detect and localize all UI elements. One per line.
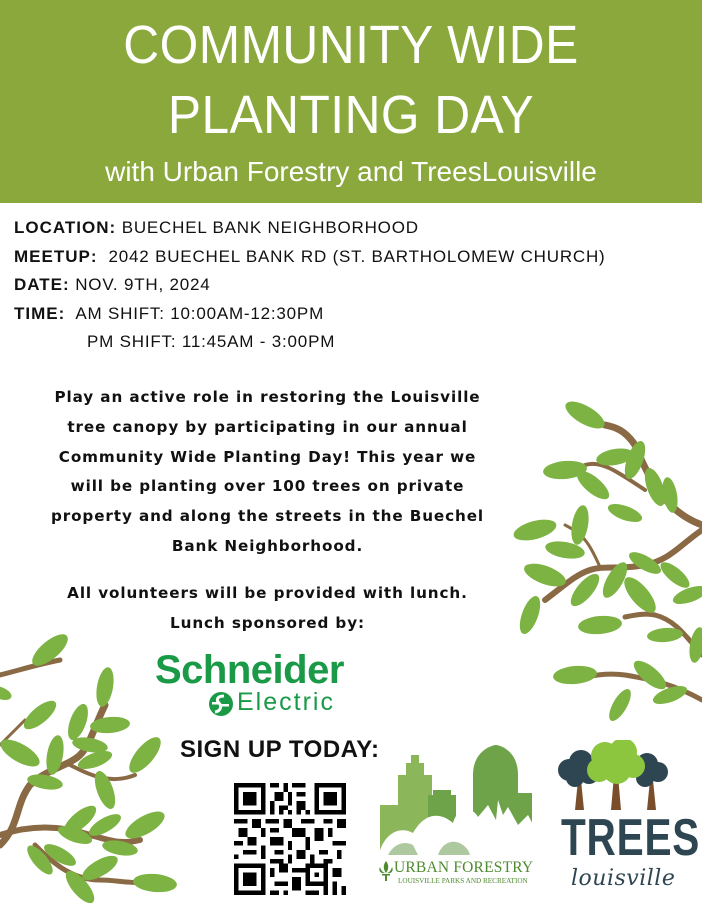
time-label: TIME: [14, 303, 66, 323]
signup-heading: SIGN UP TODAY: [180, 736, 380, 763]
description-line: tree canopy by participating in our annual [67, 417, 468, 436]
location-row [14, 214, 606, 243]
trees-louisville-logo [555, 740, 701, 900]
city-skyline-icon [378, 745, 536, 857]
urban-forestry-title: URBAN FORESTRY [394, 859, 534, 876]
schneider-electric-logo [155, 648, 375, 718]
lunch-note [20, 578, 515, 638]
qr-code-icon[interactable] [233, 783, 347, 895]
sponsor-name: Schneider [155, 648, 344, 692]
description-line: will be planting over 100 trees on private [70, 477, 465, 496]
location-label: LOCATION: [14, 218, 117, 237]
right-branch-icon [505, 385, 702, 725]
meetup-value: 2042 BUECHEL BANK RD (ST. BARTHOLOMEW CHURCH) [108, 246, 606, 266]
time-row [14, 300, 606, 329]
am-shift: AM SHIFT: 10:00AM-12:30PM [75, 303, 325, 323]
date-row [14, 271, 606, 300]
time-row-2 [14, 328, 606, 357]
lunch-line-2: Lunch sponsored by: [170, 614, 365, 632]
fleur-de-lis-icon [378, 861, 394, 881]
location-value: BUECHEL BANK NEIGHBORHOOD [121, 218, 419, 237]
title-line-1: COMMUNITY WIDE [123, 15, 579, 75]
header-banner [0, 0, 702, 203]
louisville-script: louisville [571, 866, 676, 891]
sponsor-sub: Electric [237, 688, 335, 716]
subtitle: with Urban Forestry and TreesLouisville [105, 156, 597, 187]
urban-forestry-subtitle: LOUISVILLE PARKS AND RECREATION [398, 877, 528, 885]
trees-icon [555, 740, 675, 810]
description-paragraph [20, 383, 515, 562]
date-label: DATE: [14, 275, 70, 294]
date-value: NOV. 9TH, 2024 [75, 275, 211, 294]
meetup-label: MEETUP: [14, 246, 98, 266]
description-line: Community Wide Planting Day! This year we [58, 447, 477, 466]
meetup-row [14, 243, 606, 272]
description-line: Bank Neighborhood. [171, 536, 364, 555]
trees-title: TREES [561, 809, 701, 867]
event-details [14, 214, 606, 357]
description-line: property and along the streets in the Buechel [50, 507, 485, 526]
title-line-2: PLANTING DAY [167, 85, 535, 145]
schneider-mark-icon [207, 690, 235, 718]
lunch-line-1: All volunteers will be provided with lunch. [67, 584, 468, 602]
description-line: Play an active role in restoring the Louisville [54, 388, 481, 406]
pm-shift: PM SHIFT: 11:45AM - 3:00PM [87, 332, 336, 351]
urban-forestry-logo [378, 745, 536, 893]
